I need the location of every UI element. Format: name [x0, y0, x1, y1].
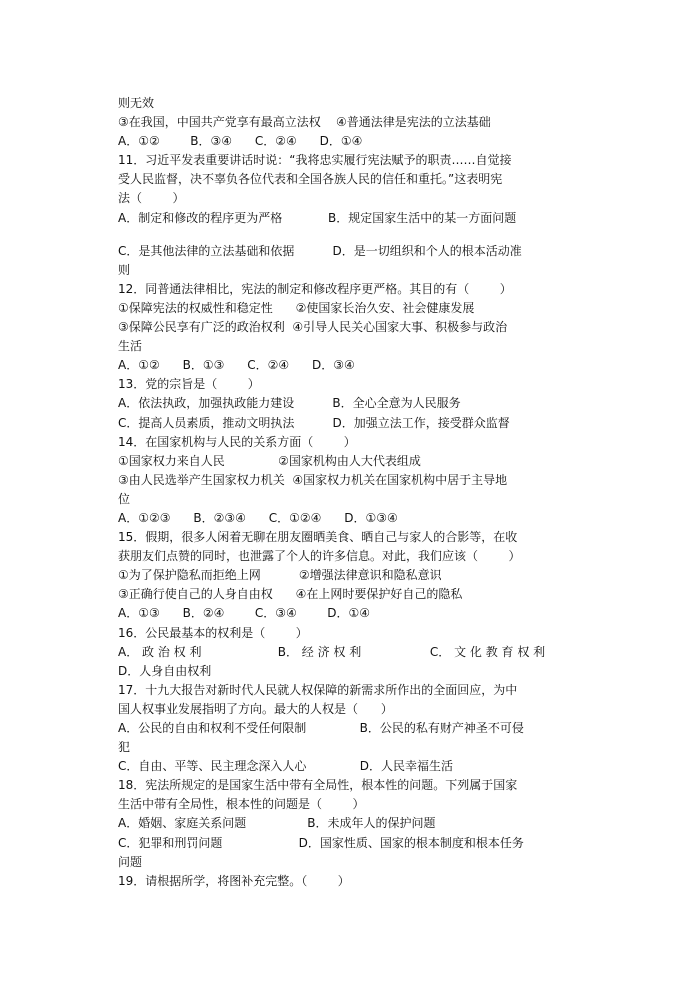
text-line: A．①② B．③④ C．②④ D．①④ — [118, 134, 363, 149]
text-line: 12．同普通法律相比，宪法的制定和修改程序更严格。其目的有（ ） — [118, 281, 512, 296]
text-line: A．制定和修改的程序更为严格 B．规定国家生活中的某一方面问题 — [118, 210, 517, 225]
text-line: ③保障公民享有广泛的政治权利 ④引导人民关心国家大事、积极参与政治 — [118, 320, 508, 335]
text-line: D．人身自由权利 — [118, 663, 212, 678]
text-line: 18．宪法所规定的是国家生活中带有全局性，根本性的问题。下列属于国家 — [118, 778, 518, 793]
text-line: 问题 — [118, 854, 143, 869]
text-line: 14．在国家机构与人民的关系方面（ ） — [118, 434, 356, 449]
text-line: A．①②③ B．②③④ C．①②④ D．①③④ — [118, 510, 398, 525]
text-line: 15．假期，很多人闲着无聊在朋友圈晒美食、晒自己与家人的合影等，在收 — [118, 530, 518, 545]
text-line: C．是其他法律的立法基础和依据 D．是一切组织和个人的根本活动准 — [118, 243, 522, 258]
exam-page — [118, 94, 580, 891]
text-line: A．公民的自由和权利不受任何限制 B．公民的私有财产神圣不可侵 — [118, 721, 524, 735]
text-line: 犯 — [118, 740, 131, 755]
text-line: 11．习近平发表重要讲话时说：“我将忠实履行宪法赋予的职责……自觉接 — [118, 153, 512, 168]
text-line: 获朋友们点赞的同时，也泄露了个人的许多信息。对此，我们应该（ ） — [118, 549, 521, 564]
text-line: ③正确行使自己的人身自由权 ④在上网时要保护好自己的隐私 — [118, 587, 463, 602]
text-line: ③由人民选举产生国家权力机关 ④国家权力机关在国家机构中居于主导地 — [118, 472, 508, 487]
text-line: A．①② B．①③ C．②④ D．③④ — [118, 358, 355, 373]
text-line: 则 — [118, 262, 131, 277]
text-line: 国人权事业发展指明了方向。最大的人权是（ ） — [118, 701, 393, 716]
text-line: C．提高人员素质，推动文明执法 D．加强立法工作，接受群众监督 — [118, 415, 510, 430]
text-line: 则无效 — [118, 96, 155, 110]
text-line: 生活 — [118, 339, 143, 354]
text-line: ①保障宪法的权威性和稳定性 ②使国家长治久安、社会健康发展 — [118, 300, 475, 315]
text-line: ①国家权力来自人民 ②国家机构由人大代表组成 — [118, 453, 421, 468]
text-line: A． 政 治 权 利 B． 经 济 权 利 C． 文 化 教 育 权 利 — [118, 644, 546, 659]
text-line: A．①③ B．②④ C．③④ D．①④ — [118, 606, 371, 621]
text-line: A．婚姻、家庭关系问题 B．未成年人的保护问题 — [118, 816, 436, 831]
text-line: 19．请根据所学，将图补充完整。（ ） — [118, 873, 350, 888]
text-line: 17．十九大报告对新时代人民就人权保障的新需求所作出的全面回应，为中 — [118, 682, 518, 697]
text-line: 受人民监督，决不辜负各位代表和全国各族人民的信任和重托。”这表明宪 — [118, 172, 503, 187]
text-line: C．自由、平等、民主理念深入人心 D．人民幸福生活 — [118, 759, 454, 774]
text-line: 位 — [118, 491, 131, 506]
text-line: A．依法执政，加强执政能力建设 B．全心全意为人民服务 — [118, 396, 461, 411]
text-line: ①为了保护隐私而拒绝上网 ②增强法律意识和隐私意识 — [118, 568, 442, 583]
blank-line — [118, 228, 580, 242]
text-line: ③在我国，中国共产党享有最高立法权 ④普通法律是宪法的立法基础 — [118, 115, 491, 130]
text-line: 生活中带有全局性，根本性的问题是（ ） — [118, 797, 365, 812]
text-line: 16．公民最基本的权利是（ ） — [118, 625, 308, 640]
text-line: C．犯罪和刑罚问题 D．国家性质、国家的根本制度和根本任务 — [118, 835, 524, 850]
text-line: 13．党的宗旨是（ ） — [118, 377, 260, 392]
text-line: 法（ ） — [118, 191, 185, 206]
